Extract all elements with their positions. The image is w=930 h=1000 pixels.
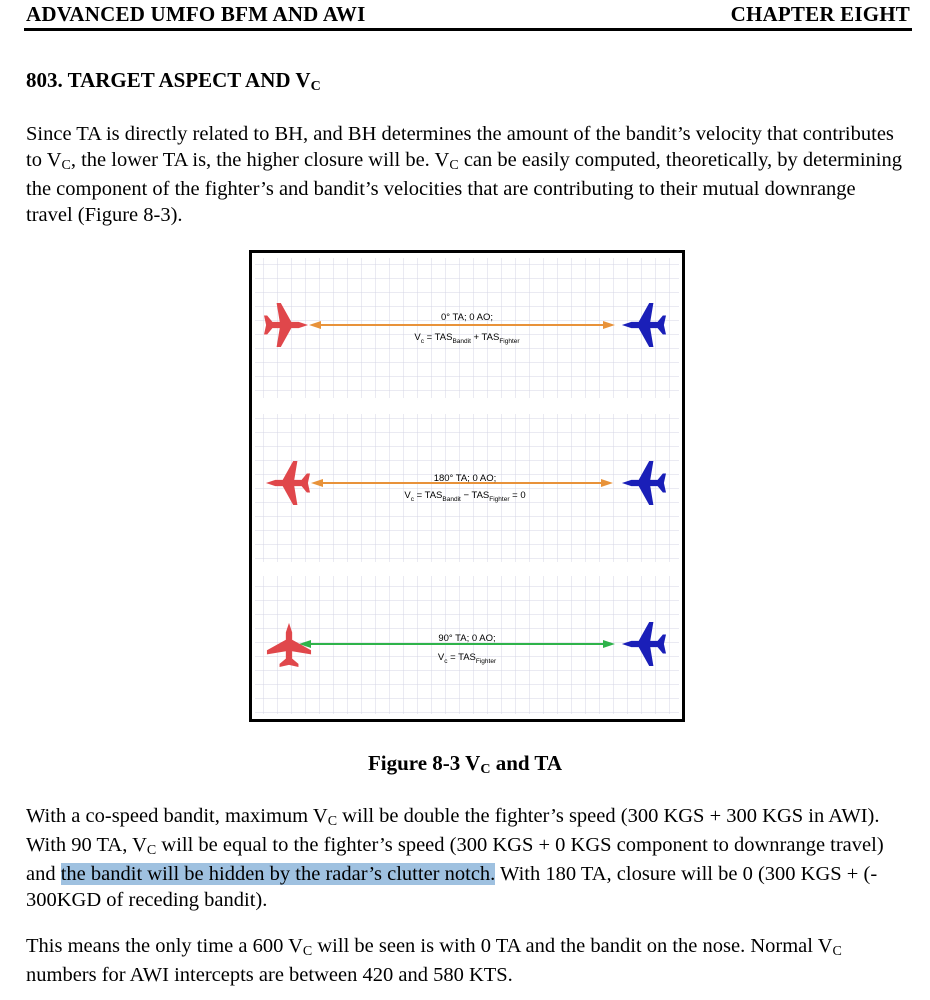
running-header-left: ADVANCED UMFO BFM AND AWI <box>26 2 366 26</box>
highlighted-text[interactable]: the bandit will be hidden by the radar’s clutter notch. <box>60 863 496 885</box>
ta-label: 90° TA; 0 AO; <box>438 633 496 644</box>
section-title: TARGET ASPECT AND VC <box>67 68 321 94</box>
section-heading <box>26 68 321 93</box>
section-number: 803. <box>26 68 63 92</box>
paragraph-3: This means the only time a 600 VC will be seen is with 0 TA and the bandit on the nose. Normal VC numbers for AWI intercepts are between 420 and 580 KTS. <box>26 935 842 986</box>
vc-equation: $V_c = TAS_{Fighter}$ <box>437 652 497 665</box>
ta-label: 180° TA; 0 AO; <box>433 473 497 484</box>
figure-8-3 <box>249 250 685 722</box>
vc-equation: $V_c = TAS_{Bandit} - TAS_{Fighter} = 0$ <box>404 490 526 503</box>
running-header-right: CHAPTER EIGHT <box>730 2 910 26</box>
panel-180-grid <box>255 414 679 562</box>
figure-caption: Figure 8-3 VC and TA <box>367 751 563 777</box>
vc-equation: $V_c = TAS_{Bandit} + TAS_{Fighter}$ <box>414 332 520 345</box>
ta-label: 0° TA; 0 AO; <box>440 312 494 323</box>
paragraph-1: Since TA is directly related to BH, and BH determines the amount of the bandit’s velocity that contributes to VC, the lower TA is, the higher closure will be. VC can be easily computed, theoretically, by determining the component of the fighter’s and bandit’s velocities that are contributing to their mutual downrange travel (Figure 8-3). <box>26 123 902 226</box>
paragraph-2: With a co-speed bandit, maximum VC will be double the fighter’s speed (300 KGS + 300 KGS in AWI). With 90 TA, VC will be equal to the fighter’s speed (300 KGS + 0 KGS component to downrange travel) and the bandit will be hidden by the radar’s clutter notch. With 180 TA, closure will be 0 (300 KGS + (- 300KGD of receding bandit). <box>26 805 884 911</box>
header-rule <box>24 28 912 31</box>
